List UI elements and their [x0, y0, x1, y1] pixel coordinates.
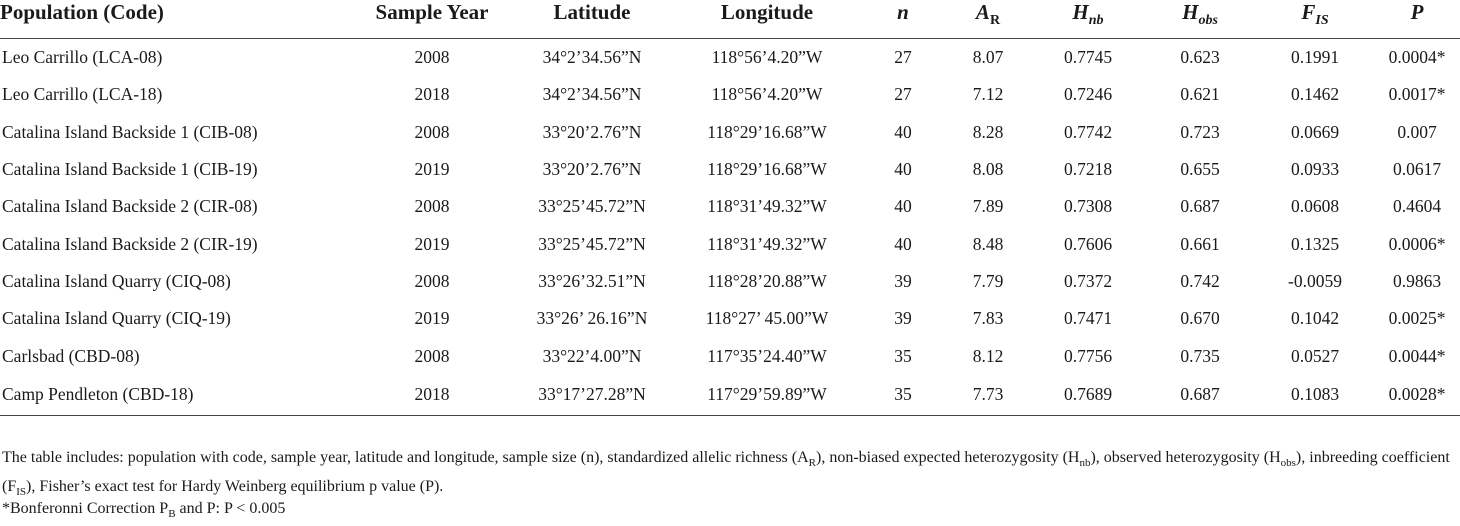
cell-p: 0.007: [1397, 121, 1437, 142]
cell-latitude: 33°25’45.72”N: [538, 233, 646, 254]
cell-latitude: 33°17’27.28”N: [512, 375, 672, 416]
cell-p: 0.0017*: [1388, 84, 1446, 105]
cell-longitude: 118°31’49.32”W: [707, 233, 827, 254]
cell-n: 40: [894, 159, 912, 180]
cell-n: 27: [894, 84, 912, 105]
cell-year: 2019: [414, 159, 450, 180]
cell-fis: -0.0059: [1288, 270, 1342, 291]
col-longitude: Longitude: [672, 0, 862, 39]
cell-ar: 8.08: [972, 159, 1004, 180]
cell-p: 0.9863: [1392, 270, 1442, 291]
cell-population: Leo Carrillo (LCA-18): [2, 84, 163, 105]
cell-longitude: 118°27’ 45.00”W: [705, 308, 829, 329]
cell-n: 40: [894, 121, 912, 142]
cell-hnb: 0.7246: [1063, 84, 1113, 105]
cell-hobs: 0.742: [1180, 270, 1220, 291]
cell-fis: 0.1083: [1256, 375, 1374, 416]
cell-latitude: 33°26’ 26.16”N: [536, 308, 648, 329]
header-row: [0, 0, 1460, 39]
cell-longitude: 118°31’49.32”W: [707, 196, 827, 217]
cell-ar: 7.89: [972, 196, 1004, 217]
cell-hobs: 0.621: [1180, 84, 1220, 105]
cell-population: Catalina Island Quarry (CIQ-08): [2, 270, 231, 291]
cell-ar: 7.73: [944, 375, 1032, 416]
cell-longitude: 117°29’59.89”W: [672, 375, 862, 416]
cell-hobs: 0.735: [1180, 345, 1220, 366]
cell-hnb: 0.7742: [1063, 121, 1113, 142]
table-row: [0, 375, 1460, 416]
cell-population: Catalina Island Backside 1 (CIB-08): [2, 121, 258, 142]
cell-year: 2008: [414, 196, 450, 217]
col-fis: $F_{IS}$: [1256, 0, 1374, 39]
cell-year: 2008: [414, 121, 450, 142]
cell-fis: 0.1042: [1290, 308, 1340, 329]
table-row: [0, 300, 1460, 337]
cell-n: 35: [894, 345, 912, 366]
cell-latitude: 33°25’45.72”N: [538, 196, 646, 217]
cell-fis: 0.1991: [1290, 47, 1340, 68]
cell-longitude: 118°28’20.88”W: [707, 270, 827, 291]
cell-population: Carlsbad (CBD-08): [2, 345, 140, 366]
cell-population: Leo Carrillo (LCA-08): [2, 47, 163, 68]
cell-hnb: 0.7756: [1063, 345, 1113, 366]
cell-fis: 0.0933: [1290, 159, 1340, 180]
col-sample-year: Sample Year: [352, 0, 512, 39]
cell-hnb: 0.7372: [1063, 270, 1113, 291]
col-hnb: $H_{nb}$: [1032, 0, 1144, 39]
cell-longitude: 118°56’4.20”W: [711, 47, 823, 68]
cell-ar: 8.48: [972, 233, 1004, 254]
cell-latitude: 33°20’2.76”N: [542, 121, 642, 142]
table-row: [0, 225, 1460, 262]
cell-longitude: 118°29’16.68”W: [707, 121, 827, 142]
col-n: n: [862, 0, 944, 39]
cell-n: 39: [894, 270, 912, 291]
cell-latitude: 33°20’2.76”N: [542, 159, 642, 180]
cell-hobs: 0.670: [1180, 308, 1220, 329]
cell-latitude: 33°22’4.00”N: [542, 345, 642, 366]
cell-hnb: 0.7218: [1063, 159, 1113, 180]
cell-year: 2018: [414, 84, 450, 105]
cell-latitude: 33°26’32.51”N: [538, 270, 646, 291]
bonferroni-note: *Bonferonni Correction $P_B$ and P: P < 0.005: [2, 500, 286, 521]
cell-year: 2008: [414, 270, 450, 291]
cell-n: 40: [894, 196, 912, 217]
cell-hobs: 0.623: [1180, 47, 1220, 68]
cell-p: 0.0044*: [1388, 345, 1446, 366]
cell-fis: 0.0669: [1290, 121, 1340, 142]
col-p: P: [1374, 0, 1460, 39]
cell-p: 0.0617: [1392, 159, 1442, 180]
cell-latitude: 34°2’34.56”N: [542, 47, 642, 68]
cell-hnb: 0.7689: [1032, 375, 1144, 416]
cell-hnb: 0.7471: [1063, 308, 1113, 329]
cell-ar: 8.12: [972, 345, 1004, 366]
cell-fis: 0.1462: [1290, 84, 1340, 105]
cell-population: Camp Pendleton (CBD-18): [0, 375, 352, 416]
cell-hobs: 0.723: [1180, 121, 1220, 142]
cell-year: 2018: [352, 375, 512, 416]
cell-fis: 0.0527: [1290, 345, 1340, 366]
cell-fis: 0.1325: [1290, 233, 1340, 254]
cell-hnb: 0.7606: [1063, 233, 1113, 254]
table-row: [0, 76, 1460, 113]
table-footnote: The table includes: population with code, sample year, latitude and longitude, sample size (n), standardized allelic richness $(A_R)$, non-biased expected heterozygosity $(H_{nb})$, observed heterozygosity $(H_{obs})$, inbreeding coefficient $(F_{IS})$, Fisher’s exact test for Hardy Weinberg equilibrium p value (P).: [2, 449, 1450, 499]
cell-p: 0.0004*: [1388, 47, 1446, 68]
table-row: [0, 188, 1460, 225]
cell-p: 0.0025*: [1388, 308, 1446, 329]
col-latitude: Latitude: [512, 0, 672, 39]
cell-p: 0.0028*: [1374, 375, 1460, 416]
cell-ar: 8.28: [972, 121, 1004, 142]
cell-p: 0.4604: [1392, 196, 1442, 217]
cell-longitude: 118°29’16.68”W: [707, 159, 827, 180]
cell-ar: 8.07: [972, 47, 1004, 68]
col-hobs: $H_{obs}$: [1144, 0, 1256, 39]
table-row: [0, 114, 1460, 151]
cell-year: 2019: [414, 308, 450, 329]
cell-fis: 0.0608: [1290, 196, 1340, 217]
cell-hobs: 0.655: [1180, 159, 1220, 180]
cell-longitude: 118°56’4.20”W: [711, 84, 823, 105]
cell-population: Catalina Island Quarry (CIQ-19): [2, 308, 231, 329]
cell-longitude: 117°35’24.40”W: [707, 345, 827, 366]
table-row: [0, 39, 1460, 77]
cell-ar: 7.12: [972, 84, 1004, 105]
cell-n: 40: [894, 233, 912, 254]
cell-population: Catalina Island Backside 1 (CIB-19): [2, 159, 258, 180]
table-row: [0, 263, 1460, 300]
table-row: [0, 337, 1460, 374]
cell-year: 2019: [414, 233, 450, 254]
cell-n: 39: [894, 308, 912, 329]
cell-hnb: 0.7308: [1063, 196, 1113, 217]
cell-p: 0.0006*: [1388, 233, 1446, 254]
cell-n: 27: [894, 47, 912, 68]
cell-latitude: 34°2’34.56”N: [542, 84, 642, 105]
cell-population: Catalina Island Backside 2 (CIR-08): [2, 196, 258, 217]
table-row: [0, 151, 1460, 188]
cell-hobs: 0.687: [1180, 196, 1220, 217]
cell-ar: 7.83: [972, 308, 1004, 329]
cell-ar: 7.79: [972, 270, 1004, 291]
cell-hobs: 0.687: [1144, 375, 1256, 416]
cell-n: 35: [862, 375, 944, 416]
cell-year: 2008: [414, 47, 450, 68]
cell-population: Catalina Island Backside 2 (CIR-19): [2, 233, 258, 254]
col-ar: $A_R$: [944, 0, 1032, 39]
col-population: Population (Code): [0, 0, 352, 39]
cell-year: 2008: [414, 345, 450, 366]
cell-hnb: 0.7745: [1063, 47, 1113, 68]
cell-hobs: 0.661: [1180, 233, 1220, 254]
